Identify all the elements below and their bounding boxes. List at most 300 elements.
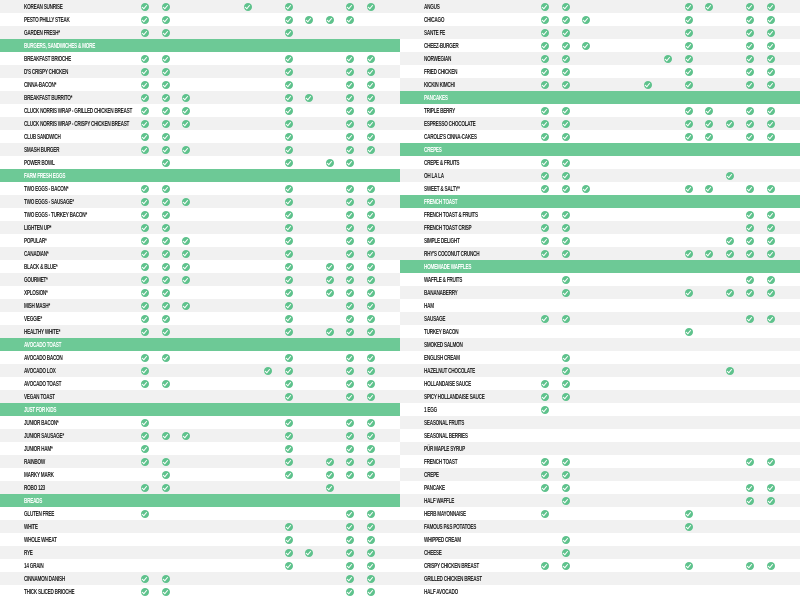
item-name: HAZELNUT CHOCOLATE <box>424 366 475 375</box>
check-icon <box>367 276 375 284</box>
check-icon <box>141 120 149 128</box>
item-name: CHEEZ-BURGER <box>424 41 459 50</box>
table-row <box>0 507 400 520</box>
item-name: AVOCADO TOAST <box>24 379 62 388</box>
check-icon <box>162 29 170 37</box>
table-row <box>0 546 400 559</box>
check-icon <box>562 562 570 570</box>
check-icon <box>141 68 149 76</box>
table-row <box>400 403 800 416</box>
check-icon <box>346 575 354 583</box>
table-row <box>400 312 800 325</box>
section-header <box>400 195 800 208</box>
check-icon <box>367 224 375 232</box>
table-row <box>0 312 400 325</box>
check-icon <box>562 120 570 128</box>
check-icon <box>767 315 775 323</box>
section-title: CREPES <box>424 145 442 154</box>
check-icon <box>182 302 190 310</box>
check-icon <box>141 315 149 323</box>
check-icon <box>182 237 190 245</box>
check-icon <box>562 16 570 24</box>
table-row <box>0 234 400 247</box>
check-icon <box>162 432 170 440</box>
check-icon <box>326 16 334 24</box>
check-icon <box>285 29 293 37</box>
check-icon <box>141 146 149 154</box>
check-icon <box>367 393 375 401</box>
check-icon <box>346 302 354 310</box>
item-name: THICK SLICED BRIOCHE <box>24 587 75 596</box>
check-icon <box>562 3 570 11</box>
check-icon <box>541 55 549 63</box>
item-name: BANANABERRY <box>424 288 458 297</box>
item-name: FAMOUS P&S POTATOES <box>424 522 477 531</box>
check-icon <box>162 302 170 310</box>
table-row <box>400 234 800 247</box>
item-name: HALF AVOCADO <box>424 587 458 596</box>
check-icon <box>367 432 375 440</box>
check-icon <box>141 263 149 271</box>
table-row <box>400 442 800 455</box>
table-row <box>400 130 800 143</box>
item-name: RYE <box>24 548 33 557</box>
section-header <box>0 403 400 416</box>
check-icon <box>141 107 149 115</box>
check-icon <box>367 367 375 375</box>
table-row <box>0 520 400 533</box>
item-name: RAINBOW <box>24 457 46 466</box>
check-icon <box>541 380 549 388</box>
check-icon <box>285 224 293 232</box>
check-icon <box>562 172 570 180</box>
check-icon <box>141 16 149 24</box>
check-icon <box>367 289 375 297</box>
check-icon <box>685 3 693 11</box>
check-icon <box>705 3 713 11</box>
table-row <box>400 39 800 52</box>
item-name: ROBO 123 <box>24 483 46 492</box>
check-icon <box>685 185 693 193</box>
check-icon <box>685 107 693 115</box>
check-icon <box>367 133 375 141</box>
check-icon <box>141 354 149 362</box>
table-row <box>0 572 400 585</box>
item-name: HALF WAFFLE <box>424 496 455 505</box>
check-icon <box>746 16 754 24</box>
check-icon <box>141 276 149 284</box>
check-icon <box>285 3 293 11</box>
item-name: CLUB SANDWICH <box>24 132 61 141</box>
table-row <box>400 0 800 13</box>
item-name: WHOLE WHEAT <box>24 535 57 544</box>
check-icon <box>685 55 693 63</box>
check-icon <box>367 81 375 89</box>
check-icon <box>562 237 570 245</box>
check-icon <box>367 107 375 115</box>
check-icon <box>285 146 293 154</box>
check-icon <box>367 146 375 154</box>
table-row <box>0 221 400 234</box>
check-icon <box>141 3 149 11</box>
check-icon <box>326 289 334 297</box>
item-name: HOLLANDAISE SAUCE <box>424 379 471 388</box>
table-row <box>0 286 400 299</box>
check-icon <box>541 393 549 401</box>
table-row <box>0 416 400 429</box>
check-icon <box>685 250 693 258</box>
item-name: MARKY MARK <box>24 470 54 479</box>
item-name: CREPE & FRUITS <box>424 158 460 167</box>
item-name: PÜR MAPLE SYRUP <box>424 444 465 453</box>
check-icon <box>541 250 549 258</box>
check-icon <box>746 484 754 492</box>
check-icon <box>562 159 570 167</box>
check-icon <box>346 81 354 89</box>
check-icon <box>541 406 549 414</box>
check-icon <box>285 419 293 427</box>
item-name: JUNIOR SAUSAGE* <box>24 431 64 440</box>
check-icon <box>562 224 570 232</box>
check-icon <box>244 3 252 11</box>
check-icon <box>162 94 170 102</box>
check-icon <box>685 562 693 570</box>
check-icon <box>346 3 354 11</box>
check-icon <box>582 42 590 50</box>
check-icon <box>182 198 190 206</box>
check-icon <box>346 588 354 596</box>
item-name: JUNIOR BACON* <box>24 418 59 427</box>
check-icon <box>767 120 775 128</box>
item-name: CINNAMON DANISH <box>24 574 65 583</box>
table-row <box>400 104 800 117</box>
check-icon <box>182 263 190 271</box>
item-name: FRIED CHICKEN <box>424 67 458 76</box>
check-icon <box>562 497 570 505</box>
check-icon <box>685 289 693 297</box>
check-icon <box>367 94 375 102</box>
item-name: CRISPY CHICKEN BREAST <box>424 561 479 570</box>
table-row <box>400 208 800 221</box>
table-row <box>400 572 800 585</box>
check-icon <box>367 315 375 323</box>
check-icon <box>746 81 754 89</box>
check-icon <box>746 133 754 141</box>
check-icon <box>285 185 293 193</box>
item-name: LIGHTEN UP* <box>24 223 52 232</box>
check-icon <box>644 81 652 89</box>
check-icon <box>141 302 149 310</box>
table-row <box>400 429 800 442</box>
table-row <box>400 468 800 481</box>
check-icon <box>767 484 775 492</box>
check-icon <box>141 575 149 583</box>
item-name: FRENCH TOAST & FRUITS <box>424 210 478 219</box>
item-name: AVOCADO BACON <box>24 353 63 362</box>
check-icon <box>162 224 170 232</box>
table-row <box>0 481 400 494</box>
item-name: BREAKFAST BURRITO* <box>24 93 73 102</box>
check-icon <box>346 198 354 206</box>
check-icon <box>767 107 775 115</box>
table-row <box>0 273 400 286</box>
check-icon <box>162 471 170 479</box>
check-icon <box>541 16 549 24</box>
item-name: SWEET & SALTY* <box>424 184 460 193</box>
table-row <box>0 351 400 364</box>
item-name: SEASONAL BERRIES <box>424 431 468 440</box>
check-icon <box>326 159 334 167</box>
check-icon <box>746 211 754 219</box>
check-icon <box>326 276 334 284</box>
check-icon <box>141 81 149 89</box>
check-icon <box>367 419 375 427</box>
item-name: CLUCK NORRIS WRAP - GRILLED CHICKEN BREAST <box>24 106 133 115</box>
check-icon <box>541 458 549 466</box>
item-name: AVOCADO LOX <box>24 366 56 375</box>
section-header <box>0 169 400 182</box>
check-icon <box>367 354 375 362</box>
check-icon <box>767 562 775 570</box>
check-icon <box>726 237 734 245</box>
check-icon <box>162 458 170 466</box>
check-icon <box>767 16 775 24</box>
item-name: XPLOSION* <box>24 288 48 297</box>
section-header <box>400 91 800 104</box>
table-row <box>400 390 800 403</box>
check-icon <box>767 133 775 141</box>
check-icon <box>346 432 354 440</box>
check-icon <box>346 237 354 245</box>
table-row <box>0 559 400 572</box>
check-icon <box>746 107 754 115</box>
check-icon <box>664 55 672 63</box>
check-icon <box>541 81 549 89</box>
check-icon <box>746 68 754 76</box>
check-icon <box>562 185 570 193</box>
check-icon <box>562 133 570 141</box>
check-icon <box>746 120 754 128</box>
check-icon <box>767 211 775 219</box>
check-icon <box>285 250 293 258</box>
table-row <box>0 455 400 468</box>
check-icon <box>582 185 590 193</box>
check-icon <box>182 94 190 102</box>
check-icon <box>685 42 693 50</box>
table-row <box>0 533 400 546</box>
item-name: BREAKFAST BRIOCHE <box>24 54 71 63</box>
table-row <box>0 208 400 221</box>
check-icon <box>326 328 334 336</box>
table-row <box>0 364 400 377</box>
table-row <box>400 481 800 494</box>
check-icon <box>141 250 149 258</box>
table-row <box>400 299 800 312</box>
check-icon <box>541 159 549 167</box>
table-row <box>0 325 400 338</box>
check-icon <box>346 224 354 232</box>
section-title: FARM FRESH EGGS <box>24 171 66 180</box>
check-icon <box>562 276 570 284</box>
item-name: FRENCH TOAST CRISP <box>424 223 472 232</box>
check-icon <box>767 237 775 245</box>
check-icon <box>162 3 170 11</box>
check-icon <box>582 16 590 24</box>
check-icon <box>346 68 354 76</box>
check-icon <box>285 198 293 206</box>
check-icon <box>346 536 354 544</box>
check-icon <box>285 133 293 141</box>
item-name: ENGLISH CREAM <box>424 353 460 362</box>
check-icon <box>367 120 375 128</box>
table-row <box>400 156 800 169</box>
table-row <box>400 533 800 546</box>
check-icon <box>767 458 775 466</box>
check-icon <box>541 107 549 115</box>
check-icon <box>182 250 190 258</box>
check-icon <box>746 29 754 37</box>
check-icon <box>346 354 354 362</box>
check-icon <box>541 3 549 11</box>
check-icon <box>285 94 293 102</box>
check-icon <box>162 68 170 76</box>
check-icon <box>162 198 170 206</box>
item-name: HEALTHY WHITE* <box>24 327 61 336</box>
check-icon <box>141 211 149 219</box>
check-icon <box>562 55 570 63</box>
item-name: GRILLED CHICKEN BREAST <box>424 574 482 583</box>
check-icon <box>141 224 149 232</box>
check-icon <box>767 224 775 232</box>
item-name: WHITE <box>24 522 38 531</box>
item-name: CAROLE'S CINNA-CAKES <box>424 132 477 141</box>
table-row <box>0 0 400 13</box>
check-icon <box>141 445 149 453</box>
check-icon <box>141 29 149 37</box>
item-name: MISH MASH* <box>24 301 50 310</box>
check-icon <box>285 107 293 115</box>
section-title: BURGERS, SANDWICHES & MORE <box>24 41 96 50</box>
table-row <box>400 273 800 286</box>
check-icon <box>346 549 354 557</box>
check-icon <box>541 510 549 518</box>
item-name: SAUSAGE <box>424 314 446 323</box>
check-icon <box>746 497 754 505</box>
check-icon <box>162 380 170 388</box>
check-icon <box>726 120 734 128</box>
check-icon <box>562 81 570 89</box>
check-icon <box>141 419 149 427</box>
item-name: POWER BOWL <box>24 158 55 167</box>
table-row <box>0 585 400 598</box>
table-row <box>0 117 400 130</box>
check-icon <box>285 276 293 284</box>
check-icon <box>367 510 375 518</box>
check-icon <box>141 198 149 206</box>
check-icon <box>746 224 754 232</box>
check-icon <box>285 536 293 544</box>
check-icon <box>367 198 375 206</box>
check-icon <box>541 172 549 180</box>
table-row <box>0 260 400 273</box>
table-row <box>0 429 400 442</box>
check-icon <box>346 211 354 219</box>
check-icon <box>705 250 713 258</box>
item-name: ANGUS <box>424 2 440 11</box>
check-icon <box>541 471 549 479</box>
check-icon <box>746 237 754 245</box>
check-icon <box>705 107 713 115</box>
check-icon <box>541 29 549 37</box>
table-row <box>0 65 400 78</box>
item-name: JUNIOR HAM* <box>24 444 53 453</box>
check-icon <box>562 42 570 50</box>
check-icon <box>162 289 170 297</box>
check-icon <box>562 367 570 375</box>
item-name: VEGGIE* <box>24 314 42 323</box>
item-name: PESTO PHILLY STEAK <box>24 15 70 24</box>
section-title: FRENCH TOAST <box>424 197 458 206</box>
check-icon <box>346 120 354 128</box>
check-icon <box>685 16 693 24</box>
check-icon <box>285 549 293 557</box>
table-row <box>400 494 800 507</box>
check-icon <box>685 120 693 128</box>
check-icon <box>367 588 375 596</box>
check-icon <box>285 393 293 401</box>
check-icon <box>162 237 170 245</box>
table-row <box>0 143 400 156</box>
check-icon <box>685 68 693 76</box>
section-title: BREADS <box>24 496 43 505</box>
check-icon <box>285 237 293 245</box>
check-icon <box>685 29 693 37</box>
item-name: SANTE FE <box>424 28 446 37</box>
check-icon <box>562 29 570 37</box>
check-icon <box>767 29 775 37</box>
section-title: JUST FOR KIDS <box>24 405 57 414</box>
check-icon <box>326 458 334 466</box>
check-icon <box>162 575 170 583</box>
check-icon <box>346 107 354 115</box>
check-icon <box>562 484 570 492</box>
table-row <box>0 390 400 403</box>
check-icon <box>367 562 375 570</box>
check-icon <box>367 380 375 388</box>
check-icon <box>285 302 293 310</box>
table-row <box>400 117 800 130</box>
table-row <box>400 364 800 377</box>
check-icon <box>285 315 293 323</box>
check-icon <box>346 55 354 63</box>
check-icon <box>285 16 293 24</box>
item-name: CHICAGO <box>424 15 445 24</box>
check-icon <box>346 289 354 297</box>
check-icon <box>346 315 354 323</box>
check-icon <box>767 497 775 505</box>
check-icon <box>367 458 375 466</box>
item-name: 14 GRAIN <box>24 561 44 570</box>
check-icon <box>746 458 754 466</box>
table-row <box>0 104 400 117</box>
check-icon <box>746 250 754 258</box>
item-name: FRENCH TOAST <box>424 457 458 466</box>
check-icon <box>767 81 775 89</box>
check-icon <box>346 419 354 427</box>
check-icon <box>541 237 549 245</box>
check-icon <box>346 367 354 375</box>
check-icon <box>326 263 334 271</box>
